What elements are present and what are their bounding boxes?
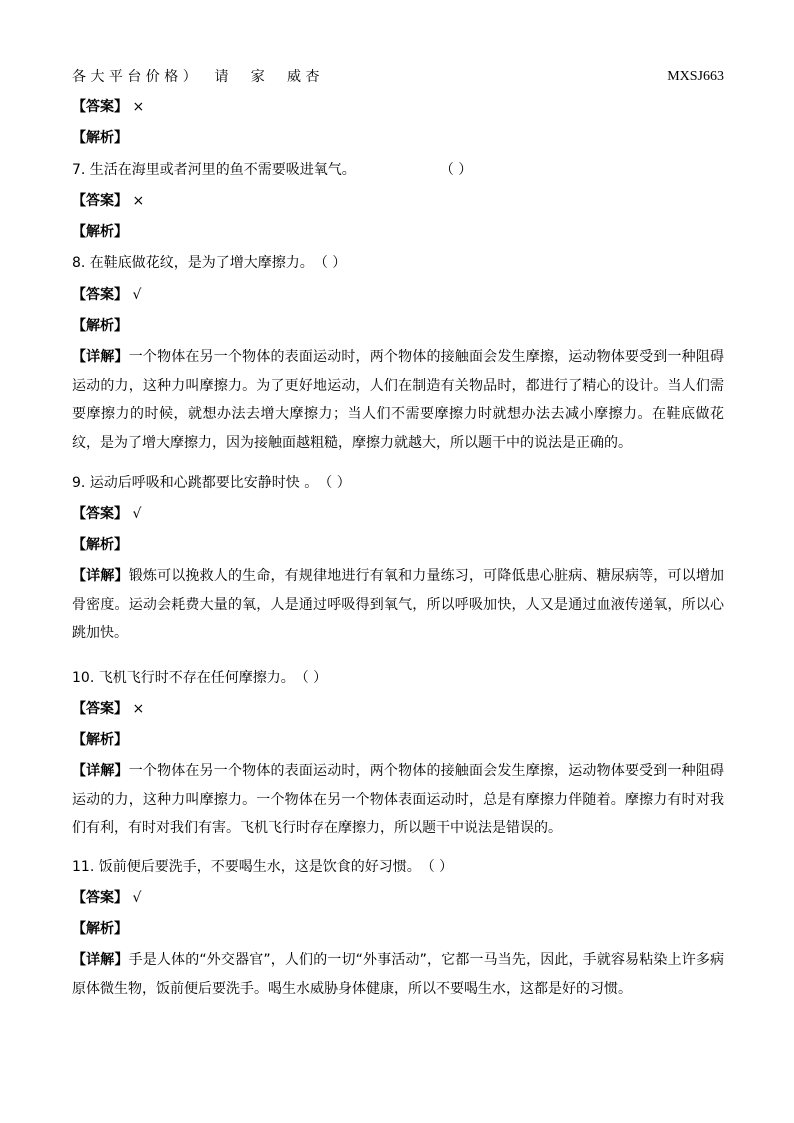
question-line [72, 159, 724, 181]
answer-label: 【答案】 [72, 506, 128, 522]
answer-line [72, 96, 724, 118]
answer-value: √ [128, 287, 142, 303]
analysis-label: 【解析】 [72, 537, 128, 553]
answer-line [72, 887, 724, 909]
analysis-label: 【解析】 [72, 318, 128, 334]
question-text: 11. 饭前便后要洗手，不要喝生水，这是饮食的好习惯。 [72, 859, 421, 875]
answer-line [72, 284, 724, 306]
answer-value: √ [128, 890, 142, 906]
detail-text: 锻炼可以挽救人的生命，有规律地进行有氧和力量练习，可降低患心脏病、糖尿病等，可以增加骨密度。运动会耗费大量的氧，人是通过呼吸得到氧气，所以呼吸加快，人又是通过血液传递氧，所以心跳加快。 [72, 568, 725, 642]
answer-value: × [128, 99, 145, 115]
answer-value: × [128, 193, 145, 209]
detail-text: 一个物体在另一个物体的表面运动时，两个物体的接触面会发生摩擦，运动物体要受到一种阻碍运动的力，这种力叫摩擦力。一个物体在另一个物体表面运动时，总是有摩擦力伴随着。摩擦力有时对我们有利，有时对我们有害。飞机飞行时存在摩擦力，所以题干中说法是错误的。 [72, 763, 725, 837]
question-text: 10. 飞机飞行时不存在任何摩擦力。 [72, 670, 295, 686]
answer-line [72, 698, 724, 720]
header-watermark: MXSJ663 [667, 69, 724, 84]
analysis-label: 【解析】 [72, 732, 128, 748]
detail-label: 【详解】 [72, 568, 129, 584]
analysis-label: 【解析】 [72, 130, 128, 146]
answer-blank: （ ） [313, 255, 347, 271]
answer-blank: （ ） [420, 859, 454, 875]
question-line [72, 252, 724, 274]
answer-blank: （ ） [318, 475, 351, 491]
answer-line [72, 190, 724, 212]
answer-line [72, 503, 724, 525]
page-header [72, 66, 724, 88]
answer-label: 【答案】 [72, 99, 128, 115]
detail-label: 【详解】 [72, 763, 129, 779]
detail-paragraph [72, 946, 724, 1003]
question-text: 7. 生活在海里或者河里的鱼不需要吸进氧气。 [72, 162, 356, 178]
answer-label: 【答案】 [72, 701, 128, 717]
answer-value: × [128, 701, 145, 717]
question-text: 9. 运动后呼吸和心跳都要比安静时快 。 [72, 475, 319, 491]
analysis-label: 【解析】 [72, 921, 128, 937]
question-line [72, 667, 724, 689]
question-line [72, 856, 724, 878]
answer-label: 【答案】 [72, 193, 128, 209]
answer-blank: （ ） [294, 670, 328, 686]
analysis-label: 【解析】 [72, 224, 128, 240]
answer-label: 【答案】 [72, 287, 128, 303]
detail-paragraph [72, 343, 724, 458]
detail-paragraph [72, 757, 724, 843]
header-text: 各 大 平 台 价 格 ） 请 家 威 杏 [72, 69, 320, 85]
detail-label: 【详解】 [72, 349, 129, 365]
question-text: 8. 在鞋底做花纹，是为了增大摩擦力。 [72, 255, 314, 271]
detail-paragraph [72, 562, 724, 648]
answer-value: √ [128, 506, 142, 522]
detail-text: 手是人体的“外交器官”，人们的一切“外事活动”，它都一马当先，因此，手就容易粘染上许多病原体微生物，饭前便后要洗手。喝生水威胁身体健康，所以不要喝生水，这都是好的习惯。 [72, 952, 725, 997]
detail-text: 一个物体在另一个物体的表面运动时，两个物体的接触面会发生摩擦，运动物体要受到一种阻碍运动的力，这种力叫摩擦力。为了更好地运动，人们在制造有关物品时，都进行了精心的设计。当人们需要摩擦力的时候，就想办法去增大摩擦力；当人们不需要摩擦力时就想办法去减小摩擦力。在鞋底做花纹，是为了增大摩擦力，因为接触面越粗糙，摩擦力就越大，所以题干中的说法是正确的。 [72, 349, 725, 452]
detail-label: 【详解】 [72, 952, 129, 968]
question-line [72, 472, 724, 494]
answer-blank: （ ） [439, 162, 473, 178]
answer-label: 【答案】 [72, 890, 128, 906]
